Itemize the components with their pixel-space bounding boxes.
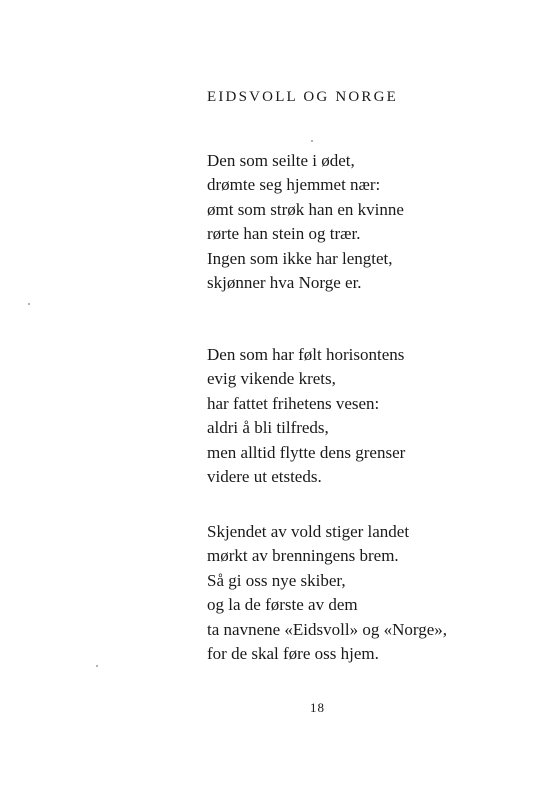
- poem-line: drømte seg hjemmet nær:: [207, 175, 381, 195]
- poem-title: EIDSVOLL OG NORGE: [207, 89, 398, 105]
- poem-line: og la de første av dem: [207, 595, 358, 615]
- stanza-1: [207, 149, 404, 295]
- poem-line: Den som har følt horisontens: [207, 345, 405, 364]
- poem-line: Så gi oss nye skiber,: [207, 570, 346, 590]
- poem-line: men alltid flytte dens grenser: [207, 442, 406, 462]
- poem-line: rørte han stein og trær.: [207, 224, 361, 244]
- poem-line: for de skal føre oss hjem.: [207, 644, 379, 664]
- stanza-3: [207, 520, 447, 666]
- poem-line: aldri å bli tilfreds,: [207, 418, 329, 438]
- stanza-2: [207, 343, 405, 489]
- poem-line: evig vikende krets,: [207, 369, 336, 389]
- poem-line: ta navnene «Eidsvoll» og «Norge»,: [207, 619, 448, 639]
- poem-line: videre ut etsteds.: [207, 467, 322, 487]
- poem-line: mørkt av brenningens brem.: [207, 546, 399, 566]
- poem-line: ømt som strøk han en kvinne: [207, 199, 404, 219]
- poem-line: skjønner hva Norge er.: [207, 273, 362, 293]
- scan-speck: [28, 303, 30, 305]
- poem-line: Den som seilte i ødet,: [207, 151, 355, 170]
- poem-line: har fattet frihetens vesen:: [207, 393, 380, 413]
- scan-speck: [311, 140, 313, 142]
- page-number: 18: [310, 700, 325, 715]
- scan-speck: [96, 665, 98, 667]
- poem-line: Ingen som ikke har lengtet,: [207, 248, 393, 268]
- poem-line: Skjendet av vold stiger landet: [207, 522, 410, 541]
